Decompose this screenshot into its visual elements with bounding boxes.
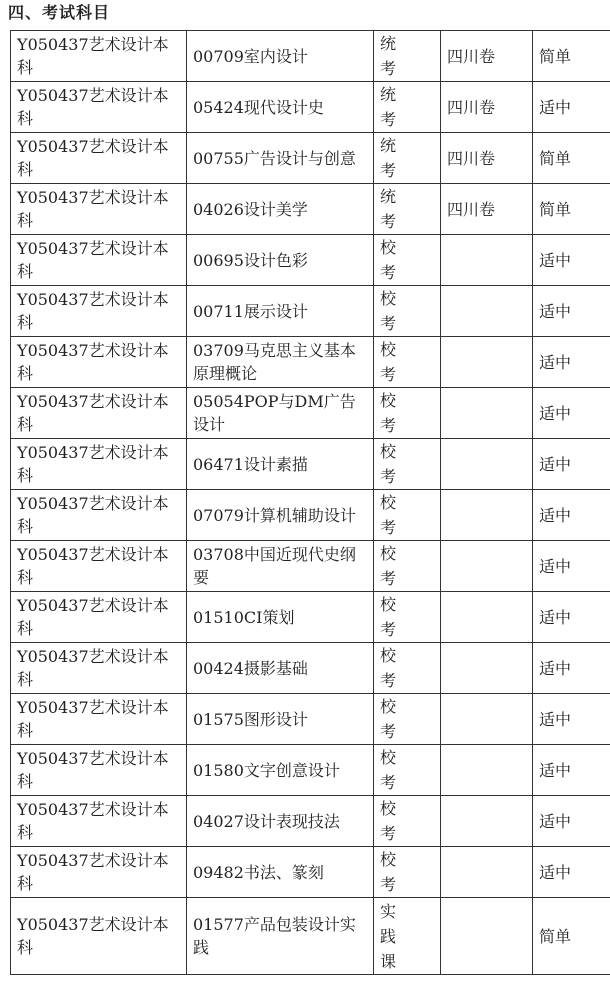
exam-type-text: 校考 (380, 442, 397, 486)
course-cell: 04026设计美学 (187, 184, 374, 235)
exam-type-text: 校考 (380, 493, 397, 537)
exam-type-text: 校考 (380, 748, 397, 792)
table-row (11, 184, 610, 235)
exam-type-text: 校考 (380, 238, 397, 282)
major-cell: Y050437艺术设计本科 (11, 898, 187, 975)
exam-type-text: 校考 (380, 340, 397, 384)
paper-cell (441, 337, 533, 388)
difficulty-cell: 适中 (533, 286, 610, 337)
course-cell: 01575图形设计 (187, 694, 374, 745)
course-cell: 04027设计表现技法 (187, 796, 374, 847)
difficulty-cell: 适中 (533, 490, 610, 541)
paper-cell: 四川卷 (441, 82, 533, 133)
course-cell: 07079计算机辅助设计 (187, 490, 374, 541)
difficulty-cell: 适中 (533, 235, 610, 286)
exam-type-cell (374, 235, 441, 286)
exam-type-cell (374, 643, 441, 694)
paper-cell (441, 592, 533, 643)
difficulty-cell: 适中 (533, 694, 610, 745)
paper-cell: 四川卷 (441, 133, 533, 184)
exam-type-cell (374, 694, 441, 745)
course-cell: 06471设计素描 (187, 439, 374, 490)
exam-type-cell (374, 82, 441, 133)
difficulty-cell: 适中 (533, 643, 610, 694)
major-cell: Y050437艺术设计本科 (11, 592, 187, 643)
paper-cell (441, 235, 533, 286)
major-cell: Y050437艺术设计本科 (11, 286, 187, 337)
table-row (11, 796, 610, 847)
major-cell: Y050437艺术设计本科 (11, 694, 187, 745)
difficulty-cell: 适中 (533, 439, 610, 490)
table-row (11, 745, 610, 796)
difficulty-cell: 适中 (533, 541, 610, 592)
course-cell: 00695设计色彩 (187, 235, 374, 286)
table-row (11, 82, 610, 133)
major-cell: Y050437艺术设计本科 (11, 133, 187, 184)
exam-type-cell (374, 337, 441, 388)
paper-cell (441, 490, 533, 541)
paper-cell: 四川卷 (441, 184, 533, 235)
paper-cell (441, 286, 533, 337)
table-row (11, 490, 610, 541)
major-cell: Y050437艺术设计本科 (11, 31, 187, 82)
difficulty-cell: 适中 (533, 82, 610, 133)
table-row (11, 694, 610, 745)
difficulty-cell: 适中 (533, 592, 610, 643)
paper-cell (441, 694, 533, 745)
paper-cell (441, 898, 533, 975)
table-row (11, 388, 610, 439)
major-cell: Y050437艺术设计本科 (11, 337, 187, 388)
major-cell: Y050437艺术设计本科 (11, 745, 187, 796)
difficulty-cell: 适中 (533, 388, 610, 439)
major-cell: Y050437艺术设计本科 (11, 184, 187, 235)
paper-cell (441, 388, 533, 439)
table-row (11, 337, 610, 388)
course-cell: 01580文字创意设计 (187, 745, 374, 796)
difficulty-cell: 适中 (533, 847, 610, 898)
difficulty-cell: 简单 (533, 898, 610, 975)
exam-type-cell (374, 286, 441, 337)
exam-type-text: 统考 (380, 187, 397, 231)
exam-type-text: 校考 (380, 391, 397, 435)
exam-type-cell (374, 592, 441, 643)
exam-type-cell (374, 796, 441, 847)
course-cell: 00711展示设计 (187, 286, 374, 337)
difficulty-cell: 适中 (533, 745, 610, 796)
paper-cell (441, 643, 533, 694)
paper-cell: 四川卷 (441, 31, 533, 82)
paper-cell (441, 439, 533, 490)
table-row (11, 439, 610, 490)
table-row (11, 643, 610, 694)
exam-subjects-table (10, 30, 610, 975)
major-cell: Y050437艺术设计本科 (11, 388, 187, 439)
exam-type-text: 统考 (380, 34, 397, 78)
difficulty-cell: 适中 (533, 337, 610, 388)
major-cell: Y050437艺术设计本科 (11, 439, 187, 490)
difficulty-cell: 简单 (533, 133, 610, 184)
exam-type-cell (374, 898, 441, 975)
table-row (11, 235, 610, 286)
exam-type-cell (374, 31, 441, 82)
exam-type-text: 统考 (380, 85, 397, 129)
table-row (11, 898, 610, 975)
major-cell: Y050437艺术设计本科 (11, 82, 187, 133)
section-title: 四、考试科目 (8, 3, 111, 22)
major-cell: Y050437艺术设计本科 (11, 796, 187, 847)
table-row (11, 592, 610, 643)
course-cell: 05424现代设计史 (187, 82, 374, 133)
major-cell: Y050437艺术设计本科 (11, 643, 187, 694)
table-body (11, 31, 610, 975)
exam-type-cell (374, 745, 441, 796)
paper-cell (441, 847, 533, 898)
course-cell: 01510CI策划 (187, 592, 374, 643)
exam-type-cell (374, 847, 441, 898)
exam-type-cell (374, 133, 441, 184)
paper-cell (441, 541, 533, 592)
difficulty-cell: 简单 (533, 31, 610, 82)
major-cell: Y050437艺术设计本科 (11, 490, 187, 541)
course-cell: 00424摄影基础 (187, 643, 374, 694)
exam-type-text: 校考 (380, 646, 397, 690)
difficulty-cell: 简单 (533, 184, 610, 235)
exam-type-text: 校考 (380, 697, 397, 741)
exam-type-text: 校考 (380, 799, 397, 843)
difficulty-cell: 适中 (533, 796, 610, 847)
exam-type-text: 实践课 (380, 901, 397, 971)
major-cell: Y050437艺术设计本科 (11, 541, 187, 592)
paper-cell (441, 745, 533, 796)
paper-cell (441, 796, 533, 847)
exam-type-cell (374, 184, 441, 235)
exam-type-text: 统考 (380, 136, 397, 180)
course-cell: 03708中国近现代史纲要 (187, 541, 374, 592)
table-row (11, 31, 610, 82)
exam-type-text: 校考 (380, 544, 397, 588)
exam-type-cell (374, 388, 441, 439)
exam-type-text: 校考 (380, 289, 397, 333)
table-row (11, 286, 610, 337)
course-cell: 01577产品包装设计实践 (187, 898, 374, 975)
exam-type-text: 校考 (380, 595, 397, 639)
exam-type-text: 校考 (380, 850, 397, 894)
table-row (11, 133, 610, 184)
table-row (11, 541, 610, 592)
major-cell: Y050437艺术设计本科 (11, 235, 187, 286)
course-cell: 09482书法、篆刻 (187, 847, 374, 898)
exam-type-cell (374, 439, 441, 490)
course-cell: 03709马克思主义基本原理概论 (187, 337, 374, 388)
exam-type-cell (374, 541, 441, 592)
major-cell: Y050437艺术设计本科 (11, 847, 187, 898)
course-cell: 00755广告设计与创意 (187, 133, 374, 184)
course-cell: 05054POP与DM广告设计 (187, 388, 374, 439)
course-cell: 00709室内设计 (187, 31, 374, 82)
table-row (11, 847, 610, 898)
exam-type-cell (374, 490, 441, 541)
